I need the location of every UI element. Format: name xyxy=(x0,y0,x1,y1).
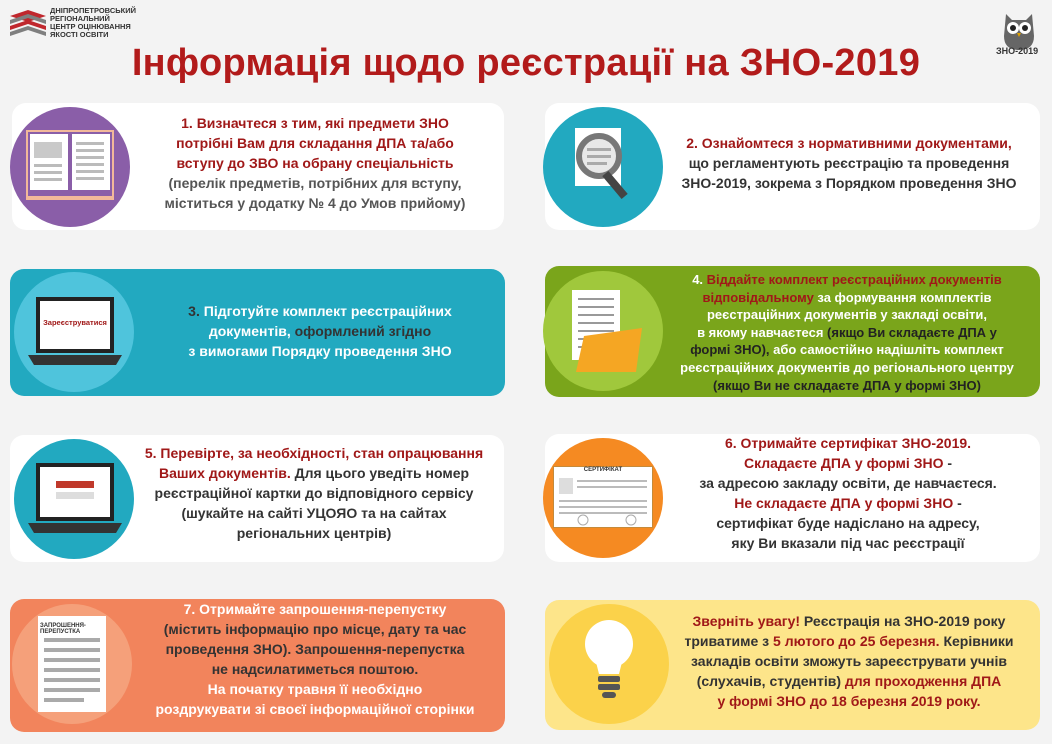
laptop-icon xyxy=(28,295,122,369)
page-title: Інформація щодо реєстрації на ЗНО-2019 xyxy=(131,42,921,84)
certificate-icon xyxy=(553,466,653,528)
pass-document-label: ЗАПРОШЕННЯ-ПЕРЕПУСТКА xyxy=(40,623,86,635)
owl-label: ЗНО-2019 xyxy=(996,46,1039,56)
card-step-2: 2. Ознайомтеся з нормативними документами, що регламентують реєстрацію та проведення ЗНО-2019, зокрема з Порядком проведення ЗНО xyxy=(545,103,1040,230)
logo-text: ДНІПРОПЕТРОВСЬКИЙ РЕГІОНАЛЬНИЙ ЦЕНТР ОЦІНЮВАННЯ ЯКОСТІ ОСВІТИ xyxy=(50,6,136,39)
card-step-6: 6. Отримайте сертифікат ЗНО-2019. Складаєте ДПА у формі ЗНО - за адресою закладу освіти, де навчаєтеся. Не складаєте ДПА у формі ЗНО - сертифікат буде надіслано на адресу, яку Ви вказали під час реєстрації xyxy=(545,434,1040,562)
card-step-5: 5. Перевірте, за необхідності, стан опрацювання Ваших документів. Для цього уведіть номер реєстраційної картки до відповідного сервісу (шукайте на сайті УЦОЯО та на сайтах регіональних центрів) xyxy=(10,435,504,562)
register-screen-label: Зареєструватися xyxy=(43,318,107,327)
magnifier-document-icon xyxy=(565,120,645,210)
card-step-3: 3. Підготуйте комплект реєстраційних документів, оформлений згідно з вимогами Порядку проведення ЗНО xyxy=(10,269,505,396)
lightbulb-icon xyxy=(583,618,635,704)
form-folder-icon xyxy=(566,288,650,376)
card-notice: Зверніть увагу! Реєстрація на ЗНО-2019 року триватиме з 5 лютого до 25 березня. Керівники закладів освіти зможуть зареєструвати учнів (слухачів, студентів) для проходження ДПА у формі ЗНО до 18 березня 2019 року. xyxy=(545,600,1040,730)
card-step-1: 1. Визначтеся з тим, які предмети ЗНО потрібні Вам для складання ДПА та/або вступу до ЗВО на обрану спеціальність (перелік предметів, потрібних для вступу, міститься у додатку № 4 до Умов прийому) xyxy=(12,103,504,230)
card-step-4: 4. Віддайте комплект реєстраційних документів відповідальному за формування комплектів реєстраційних документів у закладі освіти, в якому навчаєтеся (якщо Ви складаєте ДПА у формі ЗНО), або самостійно надішліть комплект реєстраційних документів до регіонального центру (якщо Ви не складаєте ДПА у формі ЗНО) xyxy=(545,266,1040,397)
open-book-icon xyxy=(26,130,114,200)
card-step-7: 7. Отримайте запрошення-перепустку (містить інформацію про місце, дату та час проведення ЗНО). Запрошення-перепустка не надсилатиметься поштою. На початку травня її необхідно роздрукувати зі своєї інформаційної сторінки xyxy=(10,599,505,732)
login-laptop-icon xyxy=(28,461,122,537)
certificate-label: СЕРТИФІКАТ xyxy=(583,467,623,473)
